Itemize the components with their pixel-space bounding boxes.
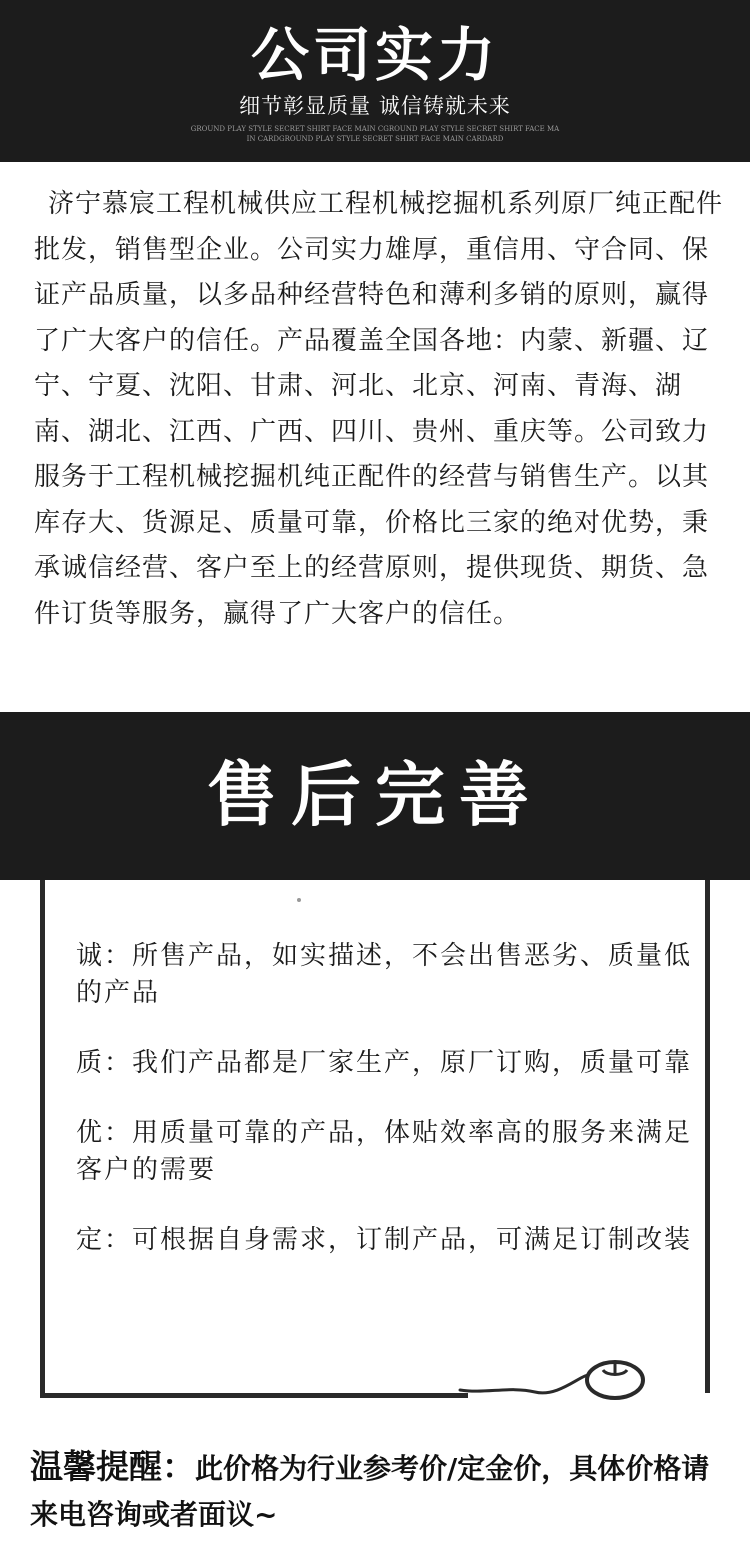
company-strength-title: 公司实力 xyxy=(250,21,499,89)
after-sales-list xyxy=(76,938,696,1292)
after-sales-item-honesty: 诚：所售产品，如实描述，不会出售恶劣、质量低的产品 xyxy=(76,941,693,1008)
after-sales-item-quality: 质：我们产品都是厂家生产，原厂订购，质量可靠 xyxy=(76,1048,693,1078)
after-sales-frame xyxy=(40,880,710,1398)
company-intro-paragraph: 济宁慕宸工程机械供应工程机械挖掘机系列原厂纯正配件批发，销售型企业。公司实力雄厚，重信用、守合同、保证产品质量，以多品种经营特色和薄利多销的原则，赢得了广大客户的信任。产品覆盖全国各地：内蒙、新疆、辽宁、宁夏、沈阳、甘肃、河北、北京、河南、青海、湖南、湖北、江西、广西、四川、贵州、重庆等。公司致力服务于工程机械挖掘机纯正配件的经营与销售生产。以其库存大、货源足、质量可靠，价格比三家的绝对优势，秉承诚信经营、客户至上的经营原则，提供现货、期货、急件订货等服务，赢得了广大客户的信任。 xyxy=(34,189,724,629)
after-sales-title: 售后完善 xyxy=(207,754,543,836)
mouse-icon xyxy=(455,1350,675,1406)
warm-reminder-text: 此价格为行业参考价/定金价，具体价格请来电咨询或者面议~ xyxy=(30,1452,710,1531)
after-sales-item-custom: 定：可根据自身需求，订制产品，可满足订制改装 xyxy=(76,1225,693,1255)
after-sales-item-excellence: 优：用质量可靠的产品，体贴效率高的服务来满足客户的需要 xyxy=(76,1118,693,1185)
frame-pin-dot xyxy=(297,898,301,902)
company-strength-banner xyxy=(0,0,750,162)
decorative-fine-print: GROUND PLAY STYLE SECRET SHIRT FACE MAIN CGROUND PLAY STYLE SECRET SHIRT FACE MAIN CARDGROUND PLAY STYLE SECRET SHIRT FACE MAIN CARDARD xyxy=(190,125,560,143)
warm-reminder xyxy=(30,1444,730,1538)
after-sales-banner xyxy=(0,712,750,880)
company-strength-subtitle: 细节彰显质量 诚信铸就未来 xyxy=(239,94,511,118)
warm-reminder-label: 温馨提醒： xyxy=(30,1447,195,1486)
